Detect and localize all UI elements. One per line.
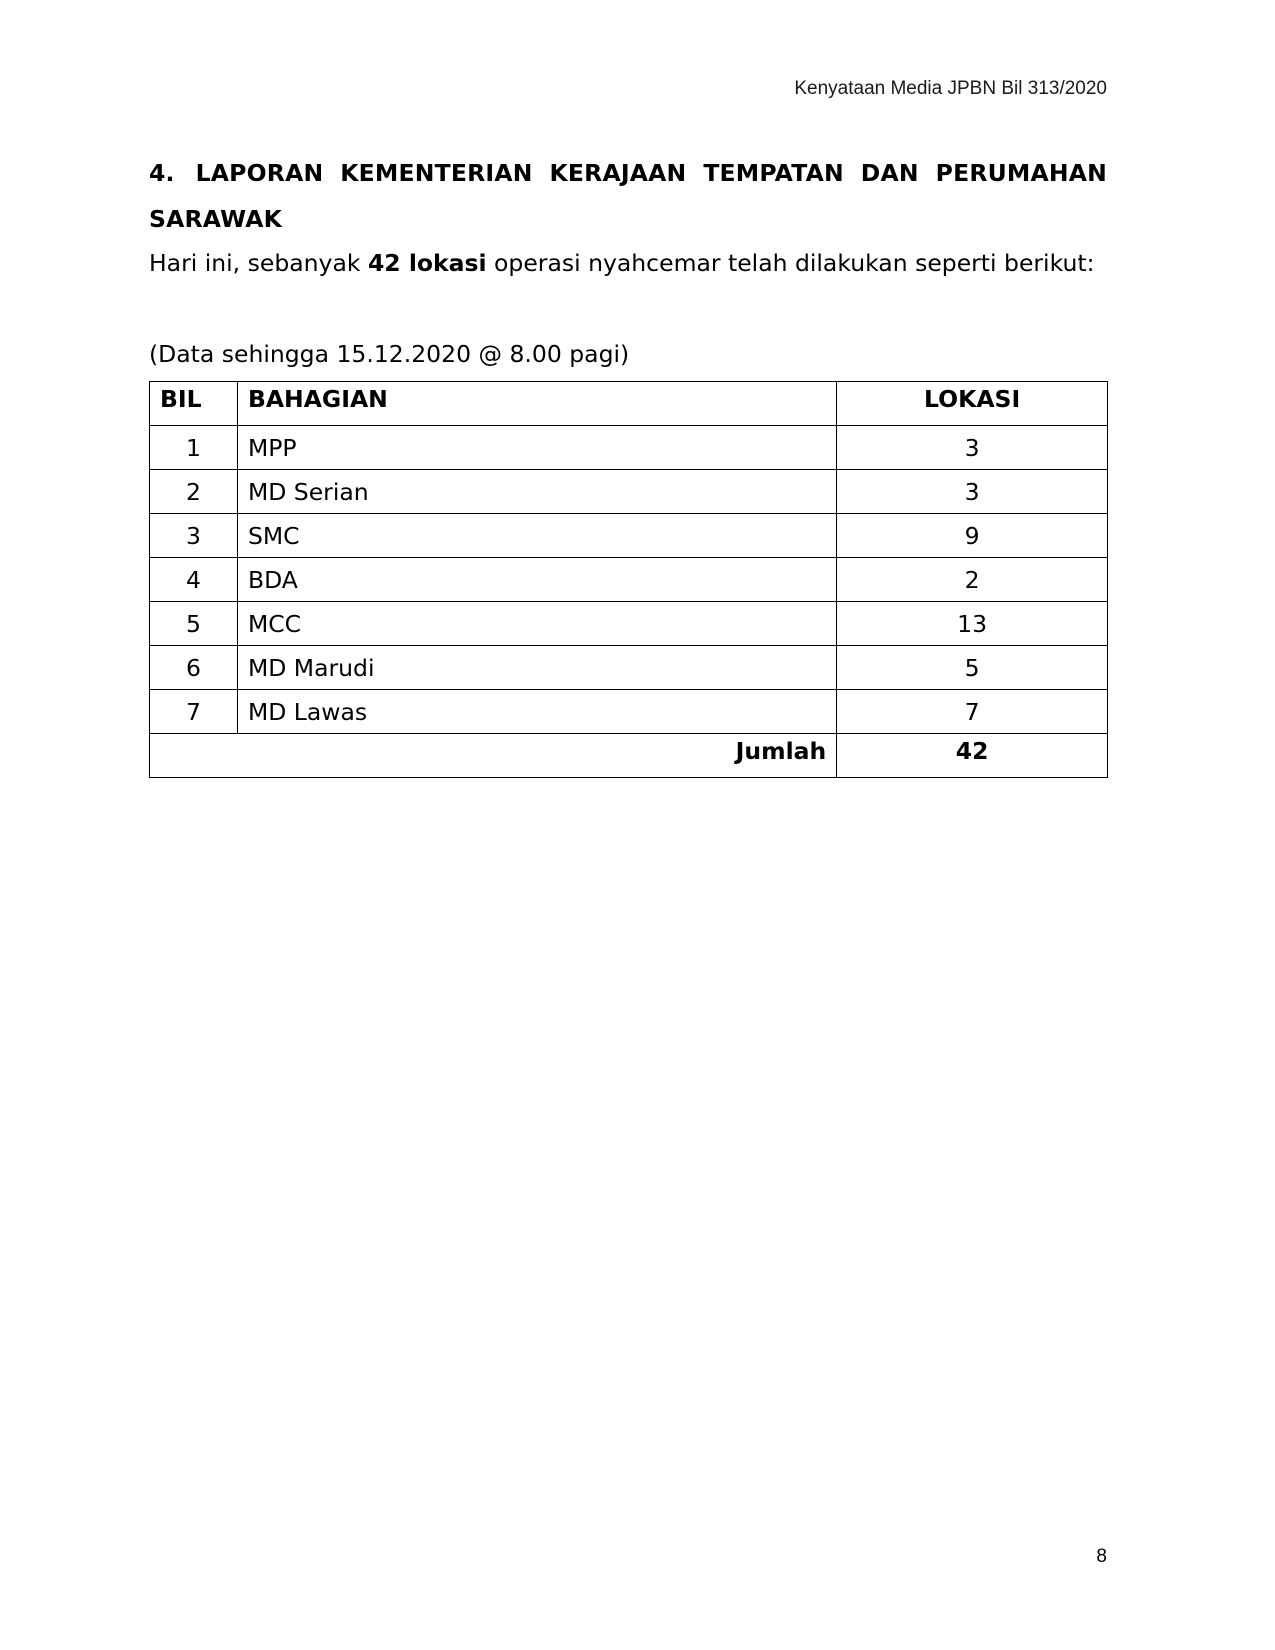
intro-paragraph (149, 247, 1109, 279)
table-header-row (150, 382, 1108, 426)
table-row (150, 646, 1108, 690)
intro-highlight: 42 lokasi (367, 249, 487, 277)
table-row (150, 470, 1108, 514)
total-row (150, 734, 1108, 778)
cell-lokasi: 3 (837, 470, 1108, 514)
cell-bil: 1 (150, 426, 238, 470)
intro-suffix: operasi nyahcemar telah dilakukan seperti berikut: (486, 249, 1095, 277)
header-bil: BIL (150, 382, 238, 426)
section-number: 4. (149, 159, 175, 187)
cell-bahagian: MCC (237, 602, 836, 646)
cell-bahagian: BDA (237, 558, 836, 602)
cell-bil: 7 (150, 690, 238, 734)
cell-lokasi: 5 (837, 646, 1108, 690)
table-row (150, 558, 1108, 602)
section-heading (149, 150, 1107, 242)
section-title: LAPORAN KEMENTERIAN KERAJAAN TEMPATAN DAN PERUMAHAN SARAWAK (149, 159, 1108, 233)
cell-bahagian: SMC (237, 514, 836, 558)
cell-lokasi: 13 (837, 602, 1108, 646)
cell-bahagian: MPP (237, 426, 836, 470)
total-value: 42 (837, 734, 1108, 778)
cell-lokasi: 3 (837, 426, 1108, 470)
table-row (150, 690, 1108, 734)
cell-bil: 5 (150, 602, 238, 646)
data-as-of-note: (Data sehingga 15.12.2020 @ 8.00 pagi) (149, 340, 630, 368)
header-bahagian: BAHAGIAN (237, 382, 836, 426)
document-reference: Kenyataan Media JPBN Bil 313/2020 (794, 78, 1107, 99)
table-row (150, 602, 1108, 646)
cell-lokasi: 9 (837, 514, 1108, 558)
header-lokasi: LOKASI (837, 382, 1108, 426)
page-number: 8 (1096, 1546, 1107, 1567)
cell-bahagian: MD Marudi (237, 646, 836, 690)
cell-lokasi: 2 (837, 558, 1108, 602)
cell-bil: 2 (150, 470, 238, 514)
cell-lokasi: 7 (837, 690, 1108, 734)
table-row (150, 514, 1108, 558)
cell-bil: 3 (150, 514, 238, 558)
location-table (149, 381, 1108, 778)
cell-bahagian: MD Lawas (237, 690, 836, 734)
table-row (150, 426, 1108, 470)
cell-bil: 6 (150, 646, 238, 690)
total-label: Jumlah (150, 734, 837, 778)
intro-prefix: Hari ini, sebanyak (149, 249, 368, 277)
cell-bahagian: MD Serian (237, 470, 836, 514)
cell-bil: 4 (150, 558, 238, 602)
